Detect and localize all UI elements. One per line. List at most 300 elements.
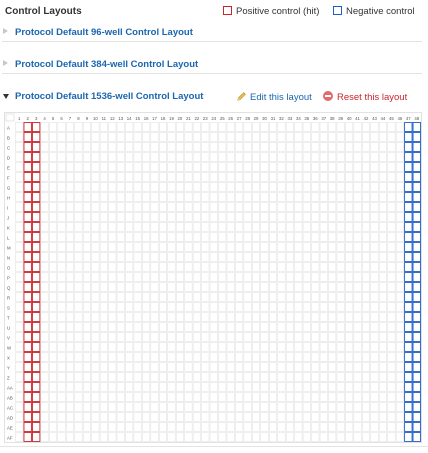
well-positive-control[interactable]	[32, 163, 39, 172]
well[interactable]	[58, 303, 65, 312]
well[interactable]	[278, 293, 285, 302]
well[interactable]	[58, 383, 65, 392]
well[interactable]	[312, 333, 319, 342]
well[interactable]	[66, 273, 73, 282]
well[interactable]	[159, 323, 166, 332]
well[interactable]	[354, 153, 361, 162]
well[interactable]	[210, 153, 217, 162]
well[interactable]	[227, 143, 234, 152]
well[interactable]	[235, 203, 242, 212]
well[interactable]	[100, 293, 107, 302]
well[interactable]	[185, 243, 192, 252]
well[interactable]	[252, 273, 259, 282]
well[interactable]	[134, 133, 141, 142]
well[interactable]	[16, 233, 23, 242]
well[interactable]	[125, 253, 132, 262]
well[interactable]	[142, 203, 149, 212]
well[interactable]	[151, 133, 158, 142]
well[interactable]	[337, 423, 344, 432]
well[interactable]	[312, 423, 319, 432]
well[interactable]	[151, 413, 158, 422]
well[interactable]	[16, 313, 23, 322]
well[interactable]	[269, 393, 276, 402]
well[interactable]	[41, 163, 48, 172]
well[interactable]	[379, 323, 386, 332]
well[interactable]	[235, 163, 242, 172]
well[interactable]	[219, 403, 226, 412]
well[interactable]	[269, 183, 276, 192]
well-negative-control[interactable]	[405, 153, 412, 162]
well[interactable]	[337, 293, 344, 302]
well[interactable]	[312, 383, 319, 392]
well[interactable]	[388, 313, 395, 322]
well[interactable]	[193, 243, 200, 252]
well-negative-control[interactable]	[413, 423, 420, 432]
well-positive-control[interactable]	[32, 383, 39, 392]
well[interactable]	[320, 213, 327, 222]
well[interactable]	[345, 173, 352, 182]
well[interactable]	[151, 373, 158, 382]
well-negative-control[interactable]	[405, 243, 412, 252]
well[interactable]	[312, 183, 319, 192]
well[interactable]	[235, 323, 242, 332]
well[interactable]	[125, 393, 132, 402]
well[interactable]	[117, 303, 124, 312]
well[interactable]	[244, 433, 251, 442]
well[interactable]	[151, 143, 158, 152]
well[interactable]	[193, 383, 200, 392]
well[interactable]	[117, 343, 124, 352]
well[interactable]	[109, 303, 116, 312]
well[interactable]	[168, 203, 175, 212]
well-positive-control[interactable]	[32, 273, 39, 282]
well[interactable]	[235, 293, 242, 302]
well[interactable]	[16, 273, 23, 282]
well-negative-control[interactable]	[413, 173, 420, 182]
well[interactable]	[117, 283, 124, 292]
well[interactable]	[345, 193, 352, 202]
well[interactable]	[193, 133, 200, 142]
well[interactable]	[379, 133, 386, 142]
well[interactable]	[16, 343, 23, 352]
well-negative-control[interactable]	[413, 283, 420, 292]
well[interactable]	[58, 433, 65, 442]
well[interactable]	[83, 163, 90, 172]
well[interactable]	[168, 353, 175, 362]
well[interactable]	[244, 233, 251, 242]
well[interactable]	[320, 293, 327, 302]
well[interactable]	[83, 123, 90, 132]
well[interactable]	[185, 153, 192, 162]
well[interactable]	[312, 303, 319, 312]
well[interactable]	[49, 283, 56, 292]
well-negative-control[interactable]	[405, 373, 412, 382]
well[interactable]	[159, 233, 166, 242]
well[interactable]	[117, 323, 124, 332]
well[interactable]	[345, 313, 352, 322]
well-negative-control[interactable]	[413, 373, 420, 382]
well-positive-control[interactable]	[24, 323, 31, 332]
well[interactable]	[235, 413, 242, 422]
well[interactable]	[134, 173, 141, 182]
well[interactable]	[142, 353, 149, 362]
well[interactable]	[396, 213, 403, 222]
well[interactable]	[151, 263, 158, 272]
well[interactable]	[354, 203, 361, 212]
well-positive-control[interactable]	[24, 403, 31, 412]
well[interactable]	[159, 223, 166, 232]
well[interactable]	[312, 163, 319, 172]
well[interactable]	[328, 263, 335, 272]
well-positive-control[interactable]	[32, 413, 39, 422]
well-negative-control[interactable]	[405, 183, 412, 192]
well[interactable]	[295, 333, 302, 342]
well[interactable]	[202, 263, 209, 272]
well[interactable]	[219, 373, 226, 382]
well[interactable]	[252, 203, 259, 212]
well[interactable]	[83, 193, 90, 202]
well[interactable]	[362, 393, 369, 402]
well[interactable]	[278, 323, 285, 332]
well[interactable]	[168, 323, 175, 332]
well[interactable]	[210, 143, 217, 152]
well[interactable]	[66, 203, 73, 212]
well[interactable]	[176, 153, 183, 162]
well[interactable]	[159, 153, 166, 162]
well[interactable]	[159, 203, 166, 212]
well[interactable]	[210, 353, 217, 362]
well[interactable]	[125, 223, 132, 232]
well[interactable]	[354, 173, 361, 182]
well[interactable]	[227, 263, 234, 272]
well-negative-control[interactable]	[413, 403, 420, 412]
well[interactable]	[185, 193, 192, 202]
well[interactable]	[117, 433, 124, 442]
well[interactable]	[41, 273, 48, 282]
well[interactable]	[100, 393, 107, 402]
well[interactable]	[100, 123, 107, 132]
well[interactable]	[125, 233, 132, 242]
well[interactable]	[151, 123, 158, 132]
well[interactable]	[320, 123, 327, 132]
well[interactable]	[295, 373, 302, 382]
well[interactable]	[75, 283, 82, 292]
well[interactable]	[320, 383, 327, 392]
well[interactable]	[176, 233, 183, 242]
well[interactable]	[396, 303, 403, 312]
well[interactable]	[58, 133, 65, 142]
well[interactable]	[295, 183, 302, 192]
well-positive-control[interactable]	[32, 373, 39, 382]
well[interactable]	[379, 383, 386, 392]
well[interactable]	[345, 423, 352, 432]
well[interactable]	[261, 233, 268, 242]
well[interactable]	[261, 163, 268, 172]
well-positive-control[interactable]	[24, 203, 31, 212]
well[interactable]	[193, 233, 200, 242]
well[interactable]	[312, 403, 319, 412]
well[interactable]	[235, 353, 242, 362]
well[interactable]	[227, 383, 234, 392]
well[interactable]	[278, 363, 285, 372]
well[interactable]	[92, 153, 99, 162]
well[interactable]	[295, 323, 302, 332]
well[interactable]	[362, 343, 369, 352]
well[interactable]	[92, 433, 99, 442]
well-negative-control[interactable]	[413, 333, 420, 342]
well[interactable]	[396, 133, 403, 142]
well[interactable]	[125, 213, 132, 222]
well-positive-control[interactable]	[32, 403, 39, 412]
well[interactable]	[286, 143, 293, 152]
well[interactable]	[362, 183, 369, 192]
well[interactable]	[219, 353, 226, 362]
well[interactable]	[303, 263, 310, 272]
well[interactable]	[125, 123, 132, 132]
well[interactable]	[261, 303, 268, 312]
well[interactable]	[295, 433, 302, 442]
well[interactable]	[303, 433, 310, 442]
well[interactable]	[100, 233, 107, 242]
well[interactable]	[252, 393, 259, 402]
well[interactable]	[185, 253, 192, 262]
well[interactable]	[379, 373, 386, 382]
well-negative-control[interactable]	[413, 213, 420, 222]
well[interactable]	[176, 293, 183, 302]
well[interactable]	[176, 173, 183, 182]
well[interactable]	[379, 393, 386, 402]
well[interactable]	[295, 223, 302, 232]
well[interactable]	[345, 183, 352, 192]
well[interactable]	[117, 223, 124, 232]
well-negative-control[interactable]	[413, 203, 420, 212]
well[interactable]	[295, 343, 302, 352]
well[interactable]	[219, 383, 226, 392]
well[interactable]	[159, 243, 166, 252]
well[interactable]	[134, 123, 141, 132]
well[interactable]	[261, 403, 268, 412]
well[interactable]	[193, 343, 200, 352]
well[interactable]	[49, 273, 56, 282]
well[interactable]	[168, 123, 175, 132]
well-positive-control[interactable]	[32, 123, 39, 132]
well[interactable]	[109, 343, 116, 352]
well-negative-control[interactable]	[405, 343, 412, 352]
well[interactable]	[303, 343, 310, 352]
well[interactable]	[117, 353, 124, 362]
well[interactable]	[49, 173, 56, 182]
well[interactable]	[286, 333, 293, 342]
well[interactable]	[312, 393, 319, 402]
well[interactable]	[328, 393, 335, 402]
well[interactable]	[151, 233, 158, 242]
well[interactable]	[134, 403, 141, 412]
well[interactable]	[354, 223, 361, 232]
well[interactable]	[362, 423, 369, 432]
well[interactable]	[354, 303, 361, 312]
well[interactable]	[396, 203, 403, 212]
well[interactable]	[362, 413, 369, 422]
well-negative-control[interactable]	[405, 273, 412, 282]
well[interactable]	[125, 163, 132, 172]
well[interactable]	[312, 283, 319, 292]
well[interactable]	[227, 343, 234, 352]
well[interactable]	[92, 423, 99, 432]
well[interactable]	[345, 323, 352, 332]
well[interactable]	[75, 253, 82, 262]
well[interactable]	[227, 293, 234, 302]
well[interactable]	[100, 263, 107, 272]
well[interactable]	[202, 353, 209, 362]
well[interactable]	[337, 353, 344, 362]
well[interactable]	[286, 123, 293, 132]
well[interactable]	[337, 253, 344, 262]
well[interactable]	[16, 193, 23, 202]
well[interactable]	[168, 183, 175, 192]
well[interactable]	[396, 343, 403, 352]
well-positive-control[interactable]	[24, 423, 31, 432]
well-negative-control[interactable]	[405, 303, 412, 312]
section-96-well[interactable]	[2, 24, 422, 42]
well[interactable]	[345, 333, 352, 342]
well[interactable]	[125, 133, 132, 142]
well[interactable]	[41, 373, 48, 382]
well[interactable]	[379, 333, 386, 342]
well[interactable]	[320, 333, 327, 342]
well[interactable]	[100, 213, 107, 222]
edit-layout-button[interactable]	[236, 91, 312, 103]
well[interactable]	[252, 263, 259, 272]
well[interactable]	[16, 283, 23, 292]
well[interactable]	[58, 323, 65, 332]
well[interactable]	[295, 393, 302, 402]
well[interactable]	[100, 183, 107, 192]
well[interactable]	[100, 283, 107, 292]
well[interactable]	[303, 233, 310, 242]
well[interactable]	[269, 233, 276, 242]
well[interactable]	[362, 283, 369, 292]
well[interactable]	[134, 343, 141, 352]
well[interactable]	[362, 303, 369, 312]
well[interactable]	[66, 193, 73, 202]
well[interactable]	[362, 373, 369, 382]
well[interactable]	[388, 163, 395, 172]
well[interactable]	[66, 223, 73, 232]
well-positive-control[interactable]	[24, 333, 31, 342]
well[interactable]	[252, 403, 259, 412]
well[interactable]	[92, 323, 99, 332]
well[interactable]	[134, 143, 141, 152]
well[interactable]	[219, 193, 226, 202]
well[interactable]	[312, 233, 319, 242]
well[interactable]	[83, 333, 90, 342]
well[interactable]	[41, 213, 48, 222]
well[interactable]	[109, 173, 116, 182]
well[interactable]	[227, 303, 234, 312]
well[interactable]	[328, 293, 335, 302]
well[interactable]	[16, 333, 23, 342]
well-positive-control[interactable]	[24, 363, 31, 372]
well[interactable]	[100, 223, 107, 232]
well[interactable]	[202, 393, 209, 402]
well[interactable]	[320, 253, 327, 262]
well[interactable]	[303, 293, 310, 302]
well[interactable]	[210, 283, 217, 292]
well[interactable]	[185, 233, 192, 242]
well[interactable]	[379, 423, 386, 432]
well[interactable]	[142, 223, 149, 232]
well[interactable]	[134, 193, 141, 202]
well-negative-control[interactable]	[413, 413, 420, 422]
well[interactable]	[159, 433, 166, 442]
well[interactable]	[362, 383, 369, 392]
well[interactable]	[252, 423, 259, 432]
well[interactable]	[16, 413, 23, 422]
well[interactable]	[75, 173, 82, 182]
well[interactable]	[235, 423, 242, 432]
well[interactable]	[337, 233, 344, 242]
well[interactable]	[235, 173, 242, 182]
well[interactable]	[295, 383, 302, 392]
well[interactable]	[286, 163, 293, 172]
well[interactable]	[134, 323, 141, 332]
well[interactable]	[134, 303, 141, 312]
well[interactable]	[100, 143, 107, 152]
well-positive-control[interactable]	[24, 243, 31, 252]
well[interactable]	[379, 253, 386, 262]
well[interactable]	[227, 253, 234, 262]
well[interactable]	[109, 423, 116, 432]
well[interactable]	[125, 403, 132, 412]
well[interactable]	[396, 263, 403, 272]
well[interactable]	[168, 303, 175, 312]
well[interactable]	[168, 233, 175, 242]
well[interactable]	[337, 143, 344, 152]
well[interactable]	[100, 323, 107, 332]
well[interactable]	[92, 243, 99, 252]
well[interactable]	[354, 143, 361, 152]
well[interactable]	[261, 383, 268, 392]
well[interactable]	[193, 333, 200, 342]
well[interactable]	[354, 363, 361, 372]
well[interactable]	[134, 243, 141, 252]
well[interactable]	[388, 193, 395, 202]
well[interactable]	[92, 133, 99, 142]
well[interactable]	[269, 213, 276, 222]
well[interactable]	[142, 433, 149, 442]
well-positive-control[interactable]	[24, 433, 31, 442]
well[interactable]	[295, 293, 302, 302]
well[interactable]	[244, 203, 251, 212]
well[interactable]	[312, 123, 319, 132]
well[interactable]	[193, 413, 200, 422]
well[interactable]	[371, 423, 378, 432]
well[interactable]	[312, 263, 319, 272]
well[interactable]	[371, 163, 378, 172]
well[interactable]	[320, 263, 327, 272]
well[interactable]	[168, 333, 175, 342]
well-negative-control[interactable]	[405, 413, 412, 422]
well[interactable]	[41, 293, 48, 302]
well[interactable]	[337, 223, 344, 232]
well[interactable]	[261, 133, 268, 142]
well[interactable]	[388, 293, 395, 302]
well[interactable]	[75, 183, 82, 192]
well[interactable]	[269, 423, 276, 432]
well[interactable]	[312, 133, 319, 142]
well[interactable]	[396, 423, 403, 432]
well-positive-control[interactable]	[24, 123, 31, 132]
